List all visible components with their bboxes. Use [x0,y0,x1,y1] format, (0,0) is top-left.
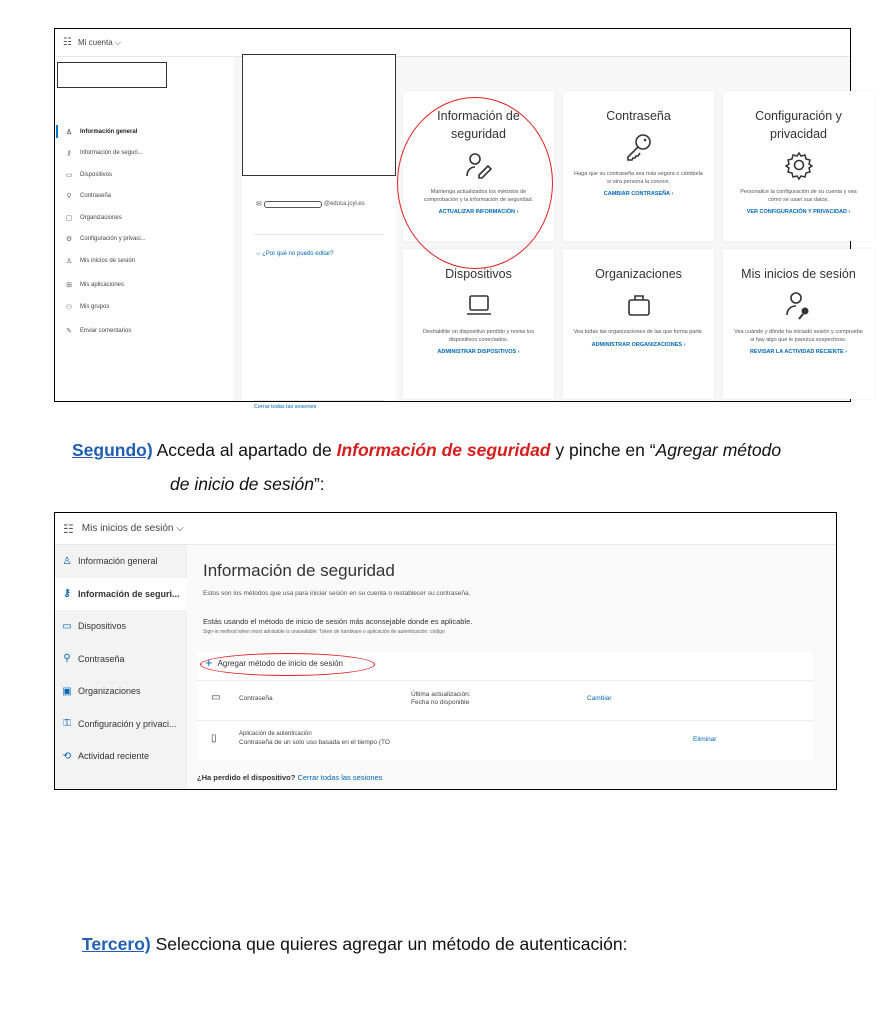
sidebar-item-label: Mis inicios de sesión [80,257,136,264]
security-info-screenshot [54,512,837,790]
organizations-icon: ▢ [65,214,73,222]
groups-icon: ⚇ [65,303,73,311]
security-info-icon: ⚷ [63,588,71,600]
card-title: Dispositivos [445,267,512,281]
security-info-icon: ⚷ [66,150,72,158]
sidebar-item[interactable] [55,321,233,343]
card-title: Contraseña [606,109,671,123]
app-title[interactable]: Mis inicios de sesión ⌵ [81,523,184,534]
key-icon: ⚲ [66,193,72,201]
card-description: Vea cuándo y dónde ha iniciado sesión y compruebe si hay algo que le parezca sospechoso. [734,329,863,343]
sidebar-item[interactable] [55,186,233,208]
method-name: Aplicación de autenticación [239,731,312,737]
lock-icon: ⚙ [65,236,73,244]
sidebar-search-box[interactable] [57,62,167,88]
card-link[interactable]: CAMBIAR CONTRASEÑA › [603,191,674,197]
card-description: Deshabilite un dispositivo perdido y revise los dispositivos conectados. [423,329,534,343]
sidebar-nav [55,545,187,789]
sidebar-item[interactable] [55,296,233,318]
divider [254,234,384,235]
app-title[interactable]: Mi cuenta ⌵ [77,37,121,47]
account-overview-screenshot [54,28,863,410]
redacted-username [264,201,322,208]
sidebar-item[interactable] [55,164,233,186]
method-row [197,720,813,760]
key-icon [623,131,655,163]
sidebar-item[interactable] [55,708,187,741]
plus-icon: + [205,655,213,670]
app-launcher-icon[interactable]: ☷ [63,37,72,48]
top-bar [55,29,850,57]
account-card[interactable] [723,91,874,241]
card-link[interactable]: ADMINISTRAR ORGANIZACIONES › [591,341,686,348]
sidebar-item-label: Dispositivos [78,621,127,632]
sidebar-item-label: Contraseña [78,653,125,664]
sidebar-item-label: Información de seguri... [78,588,180,599]
card-title: Organizaciones [595,267,682,281]
profile-email: ✉ @educa.jcyl.es [256,201,365,208]
sidebar-item-label: Actividad reciente [78,751,150,762]
organizations-icon: ▣ [62,685,72,697]
app-launcher-icon[interactable]: ☷ [63,521,74,536]
add-method-button[interactable]: + Agregar método de inicio de sesión [205,655,344,670]
step-label: Segundo) [72,440,153,460]
account-card[interactable] [723,249,874,399]
card-link[interactable]: ACTUALIZAR INFORMACIÓN › [438,209,519,215]
lost-device-text: ¿Ha perdido el dispositivo? Cerrar todas las sesiones [197,773,383,782]
devices-icon: ▭ [65,171,73,179]
highlight-circle [200,653,375,676]
methods-panel [197,652,813,760]
apps-icon: ⊞ [66,282,72,290]
page-subtitle: Estos son los métodos que usa para iniciar sesión en su cuenta o restablecer su contraseña. [203,590,471,597]
page-title: Información de seguridad [203,561,395,580]
card-description: Mantenga actualizados los métodos de comprobación y la información de seguridad. [423,189,534,203]
step-caption: Tercero) Selecciona que quieres agregar un método de autenticación: [82,934,628,954]
card-description: Personalice la configuración de su cuenta y vea cómo se usan sus datos. [740,189,857,203]
sidebar-item[interactable] [55,275,233,297]
phone-icon: ▯ [211,733,217,744]
sidebar-item[interactable] [55,229,233,251]
sidebar-item[interactable] [55,121,233,143]
last-updated-value: Fecha no disponible [411,699,470,706]
sidebar-item-label: Organizaciones [78,686,141,697]
close-all-sessions-link[interactable]: Cerrar todas las sesiones [297,773,383,782]
method-name: Contraseña [239,695,273,702]
sidebar-item-label: Información general [80,128,138,135]
divider [254,400,384,401]
last-updated-label: Última actualización: [411,691,471,698]
gear-icon [783,149,815,181]
password-icon: ▭ [211,692,221,703]
sidebar-item-label: Mis grupos [80,303,110,310]
sidebar-item[interactable] [55,143,233,165]
profile-photo [242,54,396,176]
sidebar-item[interactable] [55,578,187,611]
sidebar-item-label: Configuración y privaci... [80,236,146,243]
mail-icon: ✉ [256,201,262,208]
method-row [197,680,813,720]
close-all-sessions-link[interactable]: Cerrar todas las sesiones [254,404,317,410]
account-card[interactable] [563,91,714,241]
sidebar-item[interactable] [55,250,233,272]
top-bar [55,513,836,545]
recommendation-detail: Sign-in method when most advisable is unavailable: Token de hardware o aplicación de autenticación: código [203,629,445,635]
card-description: Vea todas las organizaciones de las que forma parte. [573,329,704,335]
person-icon: ♙ [62,555,72,567]
recommendation-text: Estás usando el método de inicio de sesión más aconsejable donde es aplicable. [203,617,473,626]
sidebar-item[interactable] [55,207,233,229]
step-caption-line2: de inicio de sesión”: [170,474,325,494]
sidebar-item-label: Información de seguri... [80,150,143,157]
card-title: Configuración y privacidad [755,109,842,141]
account-card[interactable] [563,249,714,399]
profile-panel [242,54,396,410]
lock-icon: ⚿ [63,718,71,730]
sidebar-nav [55,121,233,342]
sidebar-item[interactable] [55,643,187,676]
delete-method-link[interactable]: Eliminar [693,736,717,743]
step-caption: Segundo) Acceda al apartado de Información de seguridad y pinche en “Agregar método [72,440,782,460]
card-link[interactable]: REVISAR LA ACTIVIDAD RECIENTE › [749,349,848,355]
card-description: Haga que su contraseña sea más segura o cámbiela si otra persona la conoce. [574,171,703,185]
account-card[interactable] [403,249,554,399]
signin-icon: ♙ [65,257,73,265]
devices-icon: ▭ [62,620,72,632]
sidebar-item-label: Información general [78,556,158,567]
sidebar-item-label: Mis aplicaciones [80,282,125,289]
highlighted-term: Información de seguridad [336,440,551,460]
card-title: Información de seguridad [437,109,520,141]
sidebar-item-label: Contraseña [80,193,112,200]
sidebar-item-label: Dispositivos [80,171,113,178]
card-link[interactable]: ADMINISTRAR DISPOSITIVOS › [437,349,520,355]
main-content [187,545,836,789]
step-label: Tercero) [82,934,151,954]
laptop-icon [463,289,495,321]
sidebar-item[interactable] [55,740,187,773]
why-cant-edit-link[interactable]: ⌵ ¿Por qué no puedo editar? [256,251,334,257]
briefcase-icon [623,289,655,321]
sidebar-item-label: Organizaciones [80,214,122,221]
change-password-link[interactable]: Cambiar [587,695,612,702]
person-icon: ♙ [65,128,73,136]
sidebar-item[interactable] [55,545,187,578]
feedback-icon: ✎ [66,328,72,336]
highlight-circle [397,97,553,269]
card-title: Mis inicios de sesión [741,267,856,281]
sidebar-item[interactable] [55,675,187,708]
user-key-icon [783,289,815,321]
history-icon: ⟲ [62,750,72,762]
sidebar-item[interactable] [55,610,187,643]
sidebar-item-label: Configuración y privaci... [78,718,177,729]
method-detail: Contraseña de un solo uso basada en el tiempo (TO [239,739,390,746]
sidebar [55,57,233,401]
card-link[interactable]: VER CONFIGURACIÓN Y PRIVACIDAD › [746,209,851,215]
key-icon: ⚲ [63,653,71,665]
sidebar-item-label: Enviar comentarios [80,328,132,335]
